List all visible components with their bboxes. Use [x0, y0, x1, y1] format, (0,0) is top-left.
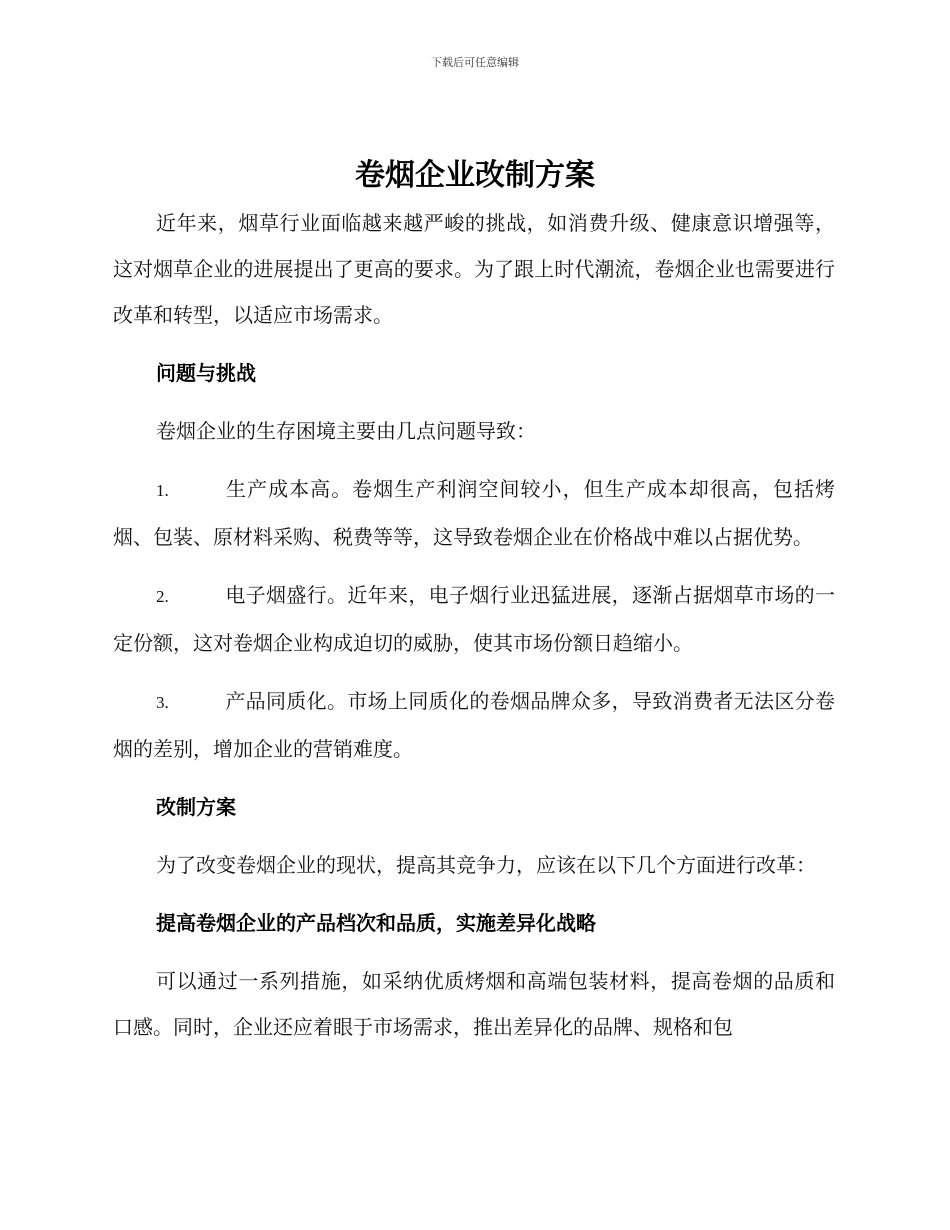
list-item [113, 572, 835, 666]
list-item-number: 1. [156, 481, 169, 500]
subsection-heading: 提高卷烟企业的产品档次和品质，实施差异化战略 [156, 911, 596, 935]
section-lead-problems: 卷烟企业的生存困境主要由几点问题导致： [156, 419, 536, 443]
section-lead-plan: 为了改变卷烟企业的现状，提高其竞争力，应该在以下几个方面进行改革： [156, 853, 816, 877]
list-item-number: 3. [156, 693, 169, 712]
list-item-text: 产品同质化。市场上同质化的卷烟品牌众多，导致消费者无法区分卷烟的差别，增加企业的营销难度。 [113, 689, 835, 761]
document-title: 卷烟企业改制方案 [355, 158, 595, 193]
list-item-text: 电子烟盛行。近年来，电子烟行业迅猛进展，逐渐占据烟草市场的一定份额，这对卷烟企业构成迫切的威胁，使其市场份额日趋缩小。 [113, 583, 835, 655]
intro-paragraph: 近年来，烟草行业面临越来越严峻的挑战，如消费升级、健康意识增强等，这对烟草企业的进展提出了更高的要求。为了跟上时代潮流，卷烟企业也需要进行改革和转型，以适应市场需求。 [113, 211, 835, 327]
subsection-paragraph: 可以通过一系列措施，如采纳优质烤烟和高端包装材料，提高卷烟的品质和口感。同时，企业还应着眼于市场需求，推出差异化的品牌、规格和包 [113, 969, 835, 1039]
header-note: 下载后可任意编辑 [431, 56, 519, 69]
list-item-number: 2. [156, 587, 169, 606]
list-item [113, 466, 835, 560]
section-heading-plan: 改制方案 [156, 795, 236, 819]
document-body [113, 200, 835, 1062]
section-heading-problems: 问题与挑战 [156, 361, 256, 385]
list-item [113, 678, 835, 772]
list-item-text: 生产成本高。卷烟生产利润空间较小，但生产成本却很高，包括烤烟、包装、原材料采购、税费等等，这导致卷烟企业在价格战中难以占据优势。 [113, 477, 835, 549]
